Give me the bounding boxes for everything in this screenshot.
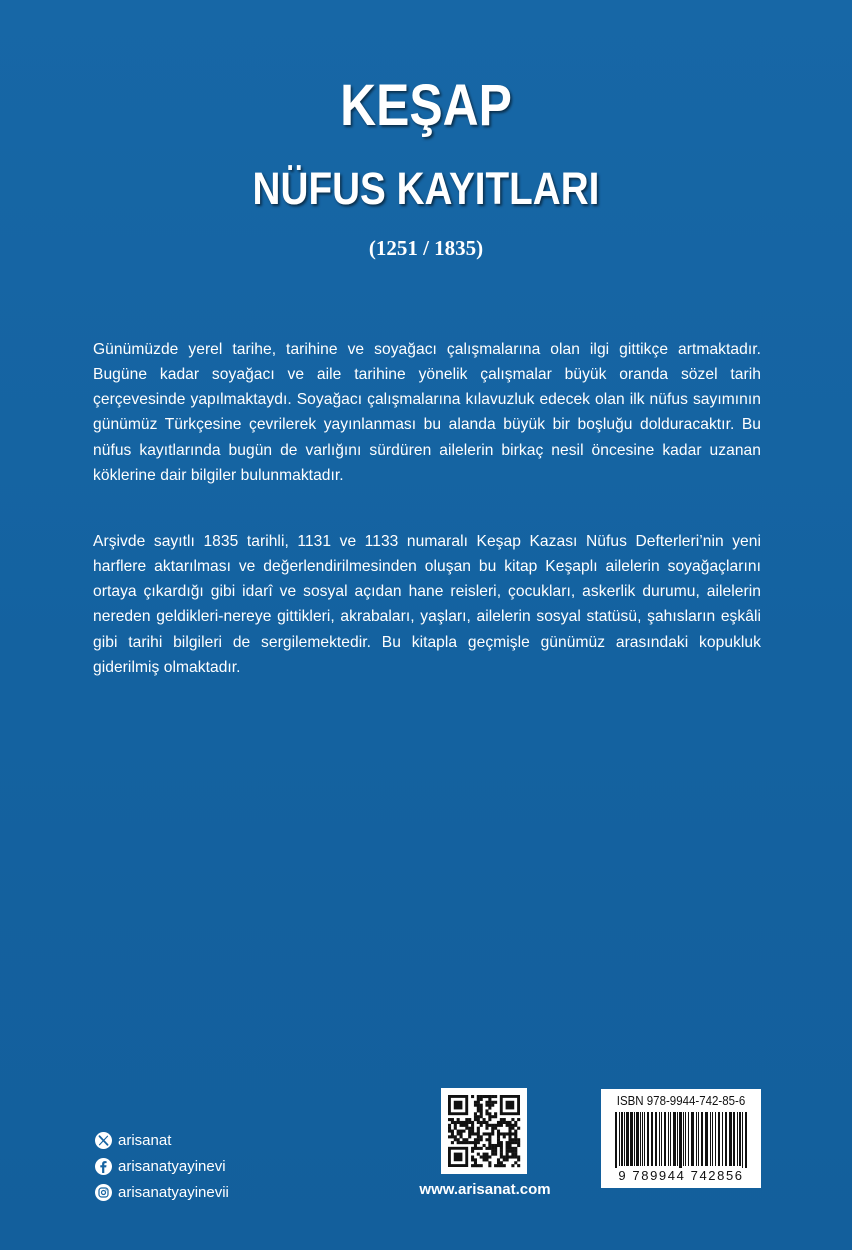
instagram-icon [95, 1184, 112, 1201]
website-link[interactable]: www.arisanat.com [419, 1181, 551, 1198]
barcode-image [613, 1112, 749, 1170]
facebook-icon [95, 1158, 112, 1175]
qr-code[interactable] [441, 1088, 527, 1174]
instagram-handle: arisanatyayinevii [118, 1183, 229, 1201]
x-handle: arisanat [118, 1131, 172, 1149]
social-link-facebook[interactable] [95, 1153, 229, 1179]
isbn-barcode-block [601, 1089, 761, 1188]
book-dates: (1251 / 1835) [368, 236, 484, 260]
social-links [95, 1127, 229, 1205]
book-title: KEŞAP [340, 73, 512, 138]
social-link-x[interactable] [95, 1127, 229, 1153]
qr-code-image [441, 1088, 527, 1174]
book-subtitle: NÜFUS KAYITLARI [252, 163, 600, 214]
facebook-handle: arisanatyayinevi [118, 1157, 226, 1175]
social-link-instagram[interactable] [95, 1179, 229, 1205]
description-paragraph-2: Arşivde sayıtlı 1835 tarihli, 1131 ve 1133 numaralı Keşap Kazası Nüfus Defterleri’nin yeni harflere aktarılması ve değerlendirilmesinden oluşan bu kitap Keşaplı ailelerin soyağaçlarını ortaya çıkardığı gibi idarî ve sosyal açıdan hane reisleri, çocukları, askerlik durumu, ailelerin nereden geldikleri-nereye gittikleri, akrabaları, yaşları, ailelerin sosyal statüsü, şahısların eşkâli gibi tarihi bilgileri de sergilemektedir. Bu kitapla geçmişle günümüz arasındaki kopukluk giderilmiş olmaktadır. [93, 532, 761, 677]
isbn-label: ISBN 978-9944-742-85-6 [616, 1094, 746, 1108]
description-paragraph-1: Günümüzde yerel tarihe, tarihine ve soyağacı çalışmalarına olan ilgi gittikçe artmaktadır. Bugüne kadar soyağacı ve aile tarihine yönelik çalışmalar büyük oranda sözel tarih çerçevesinde yapılmaktaydı. Soyağacı çalışmalarına kılavuzluk edecek olan ilk nüfus sayımının günümüz Türkçesine çevrilerek yayınlanması bu alanda büyük bir boşluğu dolduracaktır. Bu nüfus kayıtlarında bugün de varlığını sürdüren ailelerin birkaç nesil öncesine kadar uzanan köklerine dair bilgiler bulunmaktadır. [93, 340, 761, 485]
x-icon [95, 1132, 112, 1149]
barcode-digits: 9 789944 742856 [601, 1168, 761, 1183]
